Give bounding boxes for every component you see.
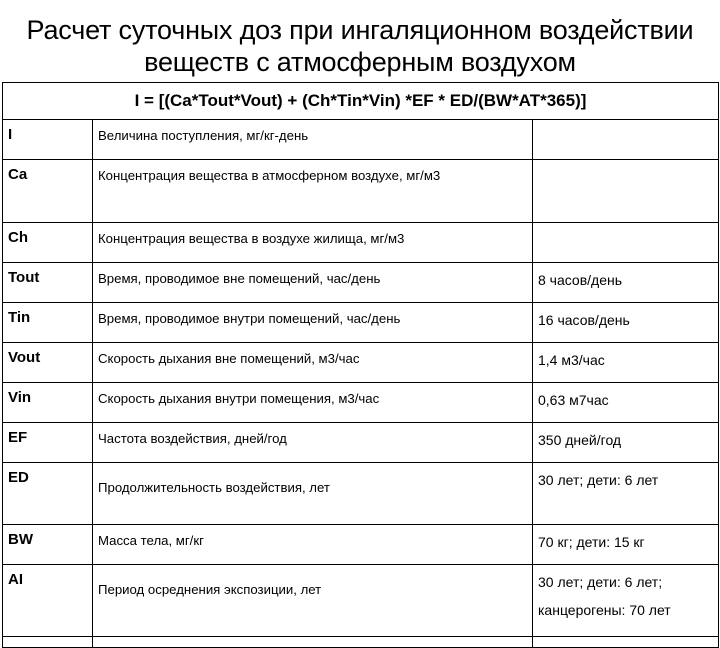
value-cell: 0,63 м7час [533, 383, 719, 423]
value-cell [533, 223, 719, 263]
title-line-1: Расчет суточных доз при ингаляционном воздействии [26, 15, 694, 45]
empty-cell [3, 637, 93, 648]
value-cell: 70 кг; дети: 15 кг [533, 525, 719, 565]
table-row [3, 160, 719, 223]
table-row [3, 637, 719, 648]
description-cell: Частота воздействия, дней/год [93, 423, 533, 463]
table-row [3, 303, 719, 343]
symbol-cell: Tin [3, 303, 93, 343]
description-cell: Время, проводимое внутри помещений, час/день [93, 303, 533, 343]
value-cell: 16 часов/день [533, 303, 719, 343]
symbol-cell: Vout [3, 343, 93, 383]
empty-cell [93, 637, 533, 648]
symbol-cell: ED [3, 463, 93, 525]
description-cell: Период осреднения экспозиции, лет [93, 565, 533, 637]
value-cell [533, 120, 719, 160]
description-cell: Скорость дыхания внутри помещения, м3/час [93, 383, 533, 423]
description-cell: Величина поступления, мг/кг-день [93, 120, 533, 160]
table-row [3, 223, 719, 263]
value-cell [533, 565, 719, 637]
value-cell: 30 лет; дети: 6 лет [533, 463, 719, 525]
symbol-cell: BW [3, 525, 93, 565]
symbol-cell: Ca [3, 160, 93, 223]
title-line-2: веществ с атмосферным воздухом [144, 47, 576, 77]
table-row [3, 565, 719, 637]
value-line: канцерогены: 70 лет [538, 602, 671, 618]
description-cell: Концентрация вещества в воздухе жилища, мг/м3 [93, 223, 533, 263]
description-cell: Концентрация вещества в атмосферном воздухе, мг/м3 [93, 160, 533, 223]
symbol-cell: EF [3, 423, 93, 463]
value-cell: 350 дней/год [533, 423, 719, 463]
table-row [3, 120, 719, 160]
symbol-cell: Vin [3, 383, 93, 423]
description-cell: Продолжительность воздействия, лет [93, 463, 533, 525]
table-row [3, 423, 719, 463]
table-row [3, 343, 719, 383]
formula-row [3, 83, 719, 120]
description-cell: Масса тела, мг/кг [93, 525, 533, 565]
description-cell: Скорость дыхания вне помещений, м3/час [93, 343, 533, 383]
table-row [3, 525, 719, 565]
dose-parameters-table [2, 82, 719, 648]
value-line: 30 лет; дети: 6 лет; [538, 574, 663, 590]
description-cell: Время, проводимое вне помещений, час/день [93, 263, 533, 303]
symbol-cell: I [3, 120, 93, 160]
value-cell: 1,4 м3/час [533, 343, 719, 383]
symbol-cell: Ch [3, 223, 93, 263]
page-title [0, 14, 720, 78]
value-cell: 8 часов/день [533, 263, 719, 303]
table-row [3, 263, 719, 303]
table-row [3, 463, 719, 525]
table-row [3, 383, 719, 423]
value-cell [533, 160, 719, 223]
symbol-cell: Tout [3, 263, 93, 303]
empty-cell [533, 637, 719, 648]
formula-cell: I = [(Ca*Tout*Vout) + (Ch*Tin*Vin) *EF * ED/(BW*AT*365)] [3, 83, 719, 120]
symbol-cell: AI [3, 565, 93, 637]
